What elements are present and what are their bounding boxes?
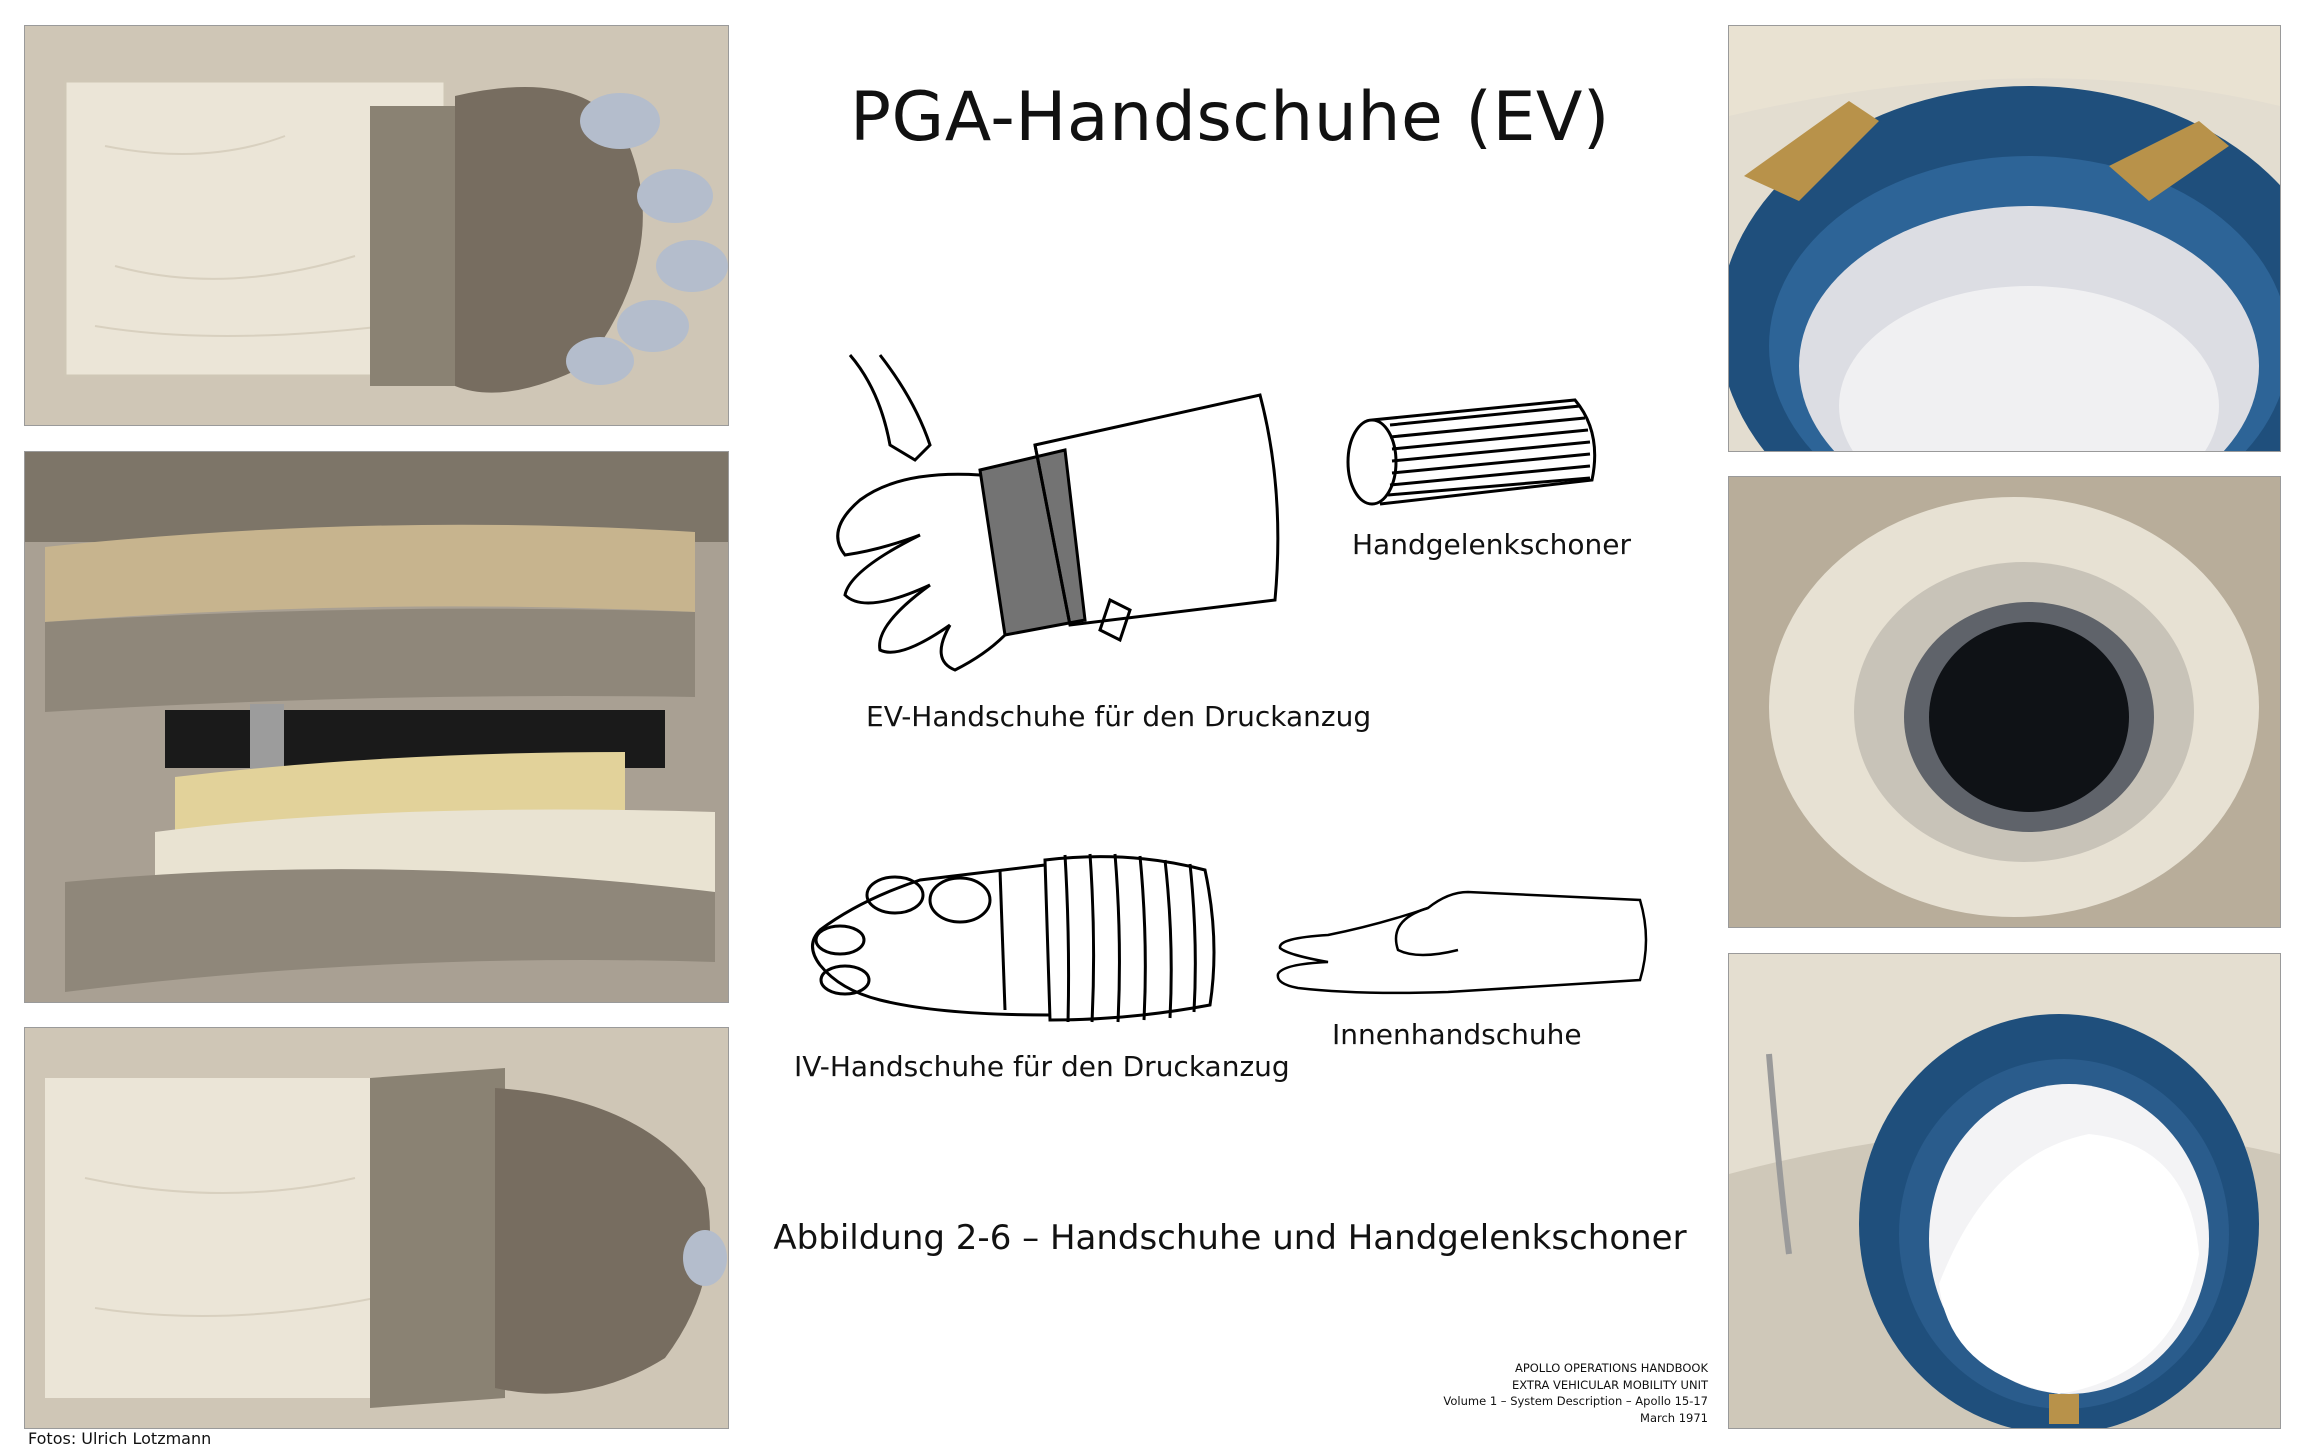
figure-caption: Abbildung 2-6 – Handschuhe und Handgelenkschoner <box>773 1218 1687 1258</box>
inner-glove-drawing <box>1268 880 1650 1000</box>
page-title: PGA-Handschuhe (EV) <box>850 78 1610 157</box>
iv-gloves-caption: IV-Handschuhe für den Druckanzug <box>794 1050 1290 1083</box>
photo-glove-top-view <box>24 25 729 426</box>
source-reference <box>1443 1360 1708 1426</box>
source-line: APOLLO OPERATIONS HANDBOOK <box>1514 1361 1708 1375</box>
photo-credit: Fotos: Ulrich Lotzmann <box>28 1429 212 1448</box>
ev-glove-drawing <box>820 350 1315 680</box>
iv-glove-drawing <box>800 840 1250 1035</box>
wrist-protector-drawing <box>1340 392 1605 512</box>
photo-wrist-ring-side <box>1728 953 2281 1429</box>
source-line: Volume 1 – System Description – Apollo 15-17 <box>1443 1394 1708 1408</box>
inner-gloves-caption: Innenhandschuhe <box>1332 1018 1582 1051</box>
photo-wrist-ring-top <box>1728 25 2281 452</box>
ev-gloves-caption: EV-Handschuhe für den Druckanzug <box>866 700 1372 733</box>
wrist-protector-caption: Handgelenkschoner <box>1352 528 1632 561</box>
photo-glove-side-view <box>24 1027 729 1429</box>
source-line: March 1971 <box>1640 1410 1708 1425</box>
source-line: EXTRA VEHICULAR MOBILITY UNIT <box>1511 1377 1708 1392</box>
photo-glove-opening <box>1728 476 2281 928</box>
photo-glove-wrist-strap <box>24 451 729 1003</box>
